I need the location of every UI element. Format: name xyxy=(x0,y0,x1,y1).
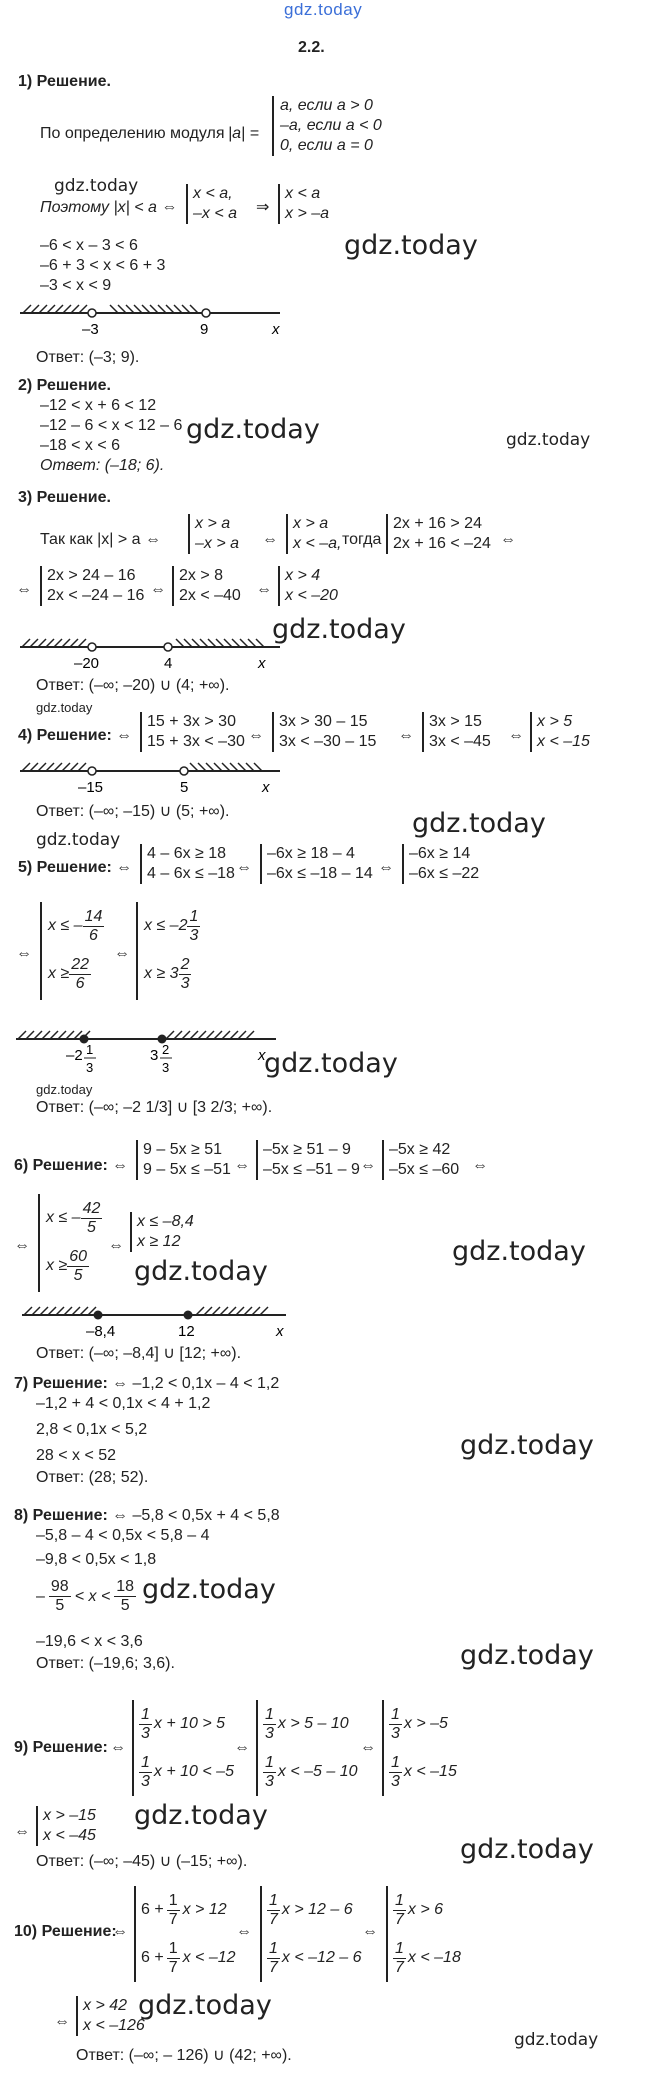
frac-num: 18 xyxy=(116,1578,135,1595)
frac-line xyxy=(144,950,200,998)
then-text: тогда xyxy=(342,531,382,548)
p6-answer: Ответ: (–∞; –8,4] ∪ [12; +∞). xyxy=(36,1345,242,1362)
frac-den: 5 xyxy=(120,1597,130,1614)
frac-den: 7 xyxy=(395,1958,404,1976)
p2-answer: Ответ: (–18; 6). xyxy=(40,457,165,474)
frac-den: 7 xyxy=(269,1910,278,1928)
system-line: x ≤ –8,4 xyxy=(137,1213,194,1230)
frac-lhs: x ≥ xyxy=(48,965,70,982)
p2-line: –12 < x + 6 < 12 xyxy=(40,397,157,414)
p8-frac-line xyxy=(36,1578,136,1615)
p7-line: –1,2 + 4 < 0,1x < 4 + 1,2 xyxy=(36,1395,211,1412)
tick-label: –15 xyxy=(78,779,104,796)
equiv-icon: ⇔ xyxy=(112,1923,128,1940)
tick-label: –8,4 xyxy=(86,1323,116,1340)
p3-sys2 xyxy=(286,514,341,554)
system-line: x < –12 xyxy=(182,1949,236,1966)
frac-num: 42 xyxy=(82,1199,101,1217)
p3-sys1 xyxy=(188,514,239,554)
frac-den: 7 xyxy=(168,1958,178,1976)
number-line-1 xyxy=(18,298,318,340)
p9-sys4 xyxy=(36,1806,96,1846)
watermark: gdz.today xyxy=(54,176,139,196)
p5-answer: Ответ: (–∞; –2 1/3] ∪ [3 2/3; +∞). xyxy=(36,1099,273,1116)
p4-answer: Ответ: (–∞; –15) ∪ (5; +∞). xyxy=(36,803,230,820)
axis-label: x xyxy=(258,655,266,672)
tick-label-den: 3 xyxy=(162,1060,170,1075)
p10-answer: Ответ: (–∞; – 126) ∪ (42; +∞). xyxy=(76,2047,292,2064)
frac-num: 1 xyxy=(265,1705,274,1723)
minus-sign: – xyxy=(36,1587,45,1605)
equiv-icon: ⇔ xyxy=(500,531,516,548)
system-line: x > –15 xyxy=(43,1807,96,1824)
watermark: gdz.today xyxy=(134,1800,268,1831)
fraction xyxy=(393,1940,406,1977)
tick-label-whole: –2 xyxy=(66,1047,83,1064)
system-line: –5x ≥ 51 – 9 xyxy=(263,1141,351,1158)
equiv-icon: ⇔ xyxy=(262,531,278,548)
watermark: gdz.today xyxy=(460,1430,594,1461)
system-line: –5x ≤ –60 xyxy=(389,1161,460,1178)
frac-num: 98 xyxy=(50,1578,69,1595)
p4-sys2 xyxy=(272,712,376,752)
system-line: x > 4 xyxy=(285,567,321,584)
frac-lhs: x ≤ – xyxy=(46,1209,81,1226)
frac-num: 1 xyxy=(395,1891,404,1909)
system-line: 3x < –45 xyxy=(429,733,491,750)
problem-8-title: 8) Решение: xyxy=(14,1507,108,1524)
p5-sys4 xyxy=(40,902,104,1000)
fraction xyxy=(114,1578,136,1615)
fraction xyxy=(267,1892,280,1929)
tick-label: 12 xyxy=(178,1323,195,1340)
watermark: gdz.today xyxy=(460,1640,594,1671)
system-line: –6x ≤ –18 – 14 xyxy=(267,865,373,882)
fraction xyxy=(167,1892,180,1929)
equiv-icon: ⇔ xyxy=(108,1237,124,1254)
frac-num: 1 xyxy=(141,1753,150,1771)
frac-num: 2 xyxy=(180,955,190,973)
frac-den: 7 xyxy=(395,1910,404,1928)
system-line: x > 12 – 6 xyxy=(281,1901,353,1918)
frac-line xyxy=(389,1748,457,1796)
fraction xyxy=(179,956,192,993)
frac-den: 7 xyxy=(269,1958,278,1976)
system-line: x > a xyxy=(293,515,329,532)
axis-label: x xyxy=(258,1047,266,1064)
p6-sys4 xyxy=(38,1194,102,1292)
p10-sys3 xyxy=(386,1886,461,1982)
system-line: 4 – 6x ≤ –18 xyxy=(147,865,235,882)
p6-sys3 xyxy=(382,1140,459,1180)
equiv-icon: ⇔ xyxy=(110,1739,126,1756)
watermark: gdz.today xyxy=(264,1048,398,1079)
system-line: x > a xyxy=(195,515,231,532)
system-line: –x < a xyxy=(193,205,238,222)
system-line: –6x ≤ –22 xyxy=(409,865,480,882)
p9-sys2 xyxy=(256,1700,358,1796)
problem-7-title: 7) Решение: xyxy=(14,1375,108,1392)
fraction xyxy=(389,1706,402,1743)
frac-den: 3 xyxy=(265,1772,274,1790)
p8-line: –5,8 – 4 < 0,5x < 5,8 – 4 xyxy=(36,1527,210,1544)
frac-den: 3 xyxy=(141,1772,150,1790)
frac-lhs: 6 + xyxy=(141,1949,164,1966)
watermark: gdz.today xyxy=(36,830,121,850)
system-line: 3x > 15 xyxy=(429,713,482,730)
tick-label-den: 3 xyxy=(86,1060,94,1075)
fraction xyxy=(139,1754,152,1791)
problem-2-title: 2) Решение. xyxy=(18,377,111,394)
equiv-icon: ⇔ xyxy=(14,1823,30,1840)
fraction xyxy=(69,956,91,993)
system-line: x < a, xyxy=(193,185,233,202)
frac-den: 3 xyxy=(180,974,190,992)
system-2 xyxy=(278,184,329,224)
system-line: x > 5 xyxy=(537,713,573,730)
axis-label: x xyxy=(276,1323,284,1340)
p1-line: –3 < x < 9 xyxy=(40,277,112,294)
system-line: 4 – 6x ≥ 18 xyxy=(147,845,227,862)
watermark: gdz.today xyxy=(186,414,320,445)
p4-sys1 xyxy=(140,712,245,752)
p3-sys3 xyxy=(386,514,491,554)
tick-label: 4 xyxy=(164,655,173,672)
watermark: gdz.today xyxy=(134,1256,268,1287)
tick-label: –3 xyxy=(82,321,99,338)
frac-num: 1 xyxy=(269,1891,278,1909)
p7-answer: Ответ: (28; 52). xyxy=(36,1469,149,1486)
p8-line4: –19,6 < x < 3,6 xyxy=(36,1633,143,1650)
equiv-icon: ⇔ xyxy=(54,2013,70,2030)
tick-label-num: 2 xyxy=(162,1042,170,1057)
frac-num: 1 xyxy=(141,1705,150,1723)
frac-line xyxy=(141,1934,236,1982)
fraction xyxy=(49,1578,71,1615)
watermark: gdz.today xyxy=(506,430,591,450)
frac-den: 3 xyxy=(391,1772,400,1790)
frac-den: 6 xyxy=(89,926,98,944)
frac-lhs: x ≥ xyxy=(46,1257,68,1274)
number-line-3 xyxy=(18,632,318,674)
equiv-icon: ⇔ xyxy=(236,859,252,876)
system-line: –5x ≤ –51 – 9 xyxy=(263,1161,360,1178)
frac-den: 7 xyxy=(168,1910,178,1928)
system-line: x > –5 xyxy=(403,1715,448,1732)
frac-lhs: x ≥ 3 xyxy=(144,965,179,982)
p2-line: –12 – 6 < x < 12 – 6 xyxy=(40,417,183,434)
p6-sys2 xyxy=(256,1140,360,1180)
p4-sys4 xyxy=(530,712,590,752)
case-2: –a, если a < 0 xyxy=(280,117,382,134)
system-line: x < –12 – 6 xyxy=(281,1949,362,1966)
tick-label: 9 xyxy=(200,321,209,338)
site-header-link[interactable]: gdz.today xyxy=(284,0,363,19)
frac-line xyxy=(393,1934,461,1982)
frac-den: 3 xyxy=(189,926,199,944)
watermark: gdz.today xyxy=(142,1574,276,1605)
fraction xyxy=(187,908,200,945)
p8-line: –9,8 < 0,5x < 1,8 xyxy=(36,1551,157,1568)
p10-sys2 xyxy=(260,1886,362,1982)
p8-first: ⇔ –5,8 < 0,5x + 4 < 5,8 xyxy=(112,1507,280,1524)
system-line: x > 5 – 10 xyxy=(277,1715,349,1732)
p4-sys3 xyxy=(422,712,491,752)
frac-mid: < x < xyxy=(74,1587,111,1605)
fraction xyxy=(389,1754,402,1791)
system-line: 9 – 5x ≤ –51 xyxy=(143,1161,231,1178)
section-number: 2.2. xyxy=(298,39,325,56)
frac-den: 3 xyxy=(391,1724,400,1742)
system-line: x > –a xyxy=(285,205,330,222)
system-line: 3x > 30 – 15 xyxy=(279,713,368,730)
system-line: 3x < –30 – 15 xyxy=(279,733,377,750)
p2-line: –18 < x < 6 xyxy=(40,437,121,454)
frac-num: 22 xyxy=(71,955,90,973)
frac-num: 1 xyxy=(391,1705,400,1723)
frac-line xyxy=(139,1700,234,1748)
equiv-icon: ⇔ xyxy=(114,945,130,962)
tick-label: 5 xyxy=(180,779,189,796)
number-line-6 xyxy=(20,1300,320,1342)
equiv-icon: ⇔ xyxy=(398,727,414,744)
frac-num: 60 xyxy=(69,1247,88,1265)
frac-line xyxy=(393,1886,461,1934)
watermark: gdz.today xyxy=(344,230,478,261)
frac-den: 3 xyxy=(141,1724,150,1742)
equiv-icon: ⇔ xyxy=(234,1739,250,1756)
system-line: x < –a, xyxy=(293,535,342,552)
case-3: 0, если a = 0 xyxy=(280,137,373,154)
frac-line xyxy=(141,1886,236,1934)
p10-sys1 xyxy=(134,1886,236,1982)
frac-num: 1 xyxy=(168,1939,178,1957)
p9-answer: Ответ: (–∞; –45) ∪ (–15; +∞). xyxy=(36,1853,248,1870)
frac-lhs: x ≤ – xyxy=(48,917,83,934)
frac-num: 1 xyxy=(168,1891,178,1909)
frac-line xyxy=(144,902,200,950)
system-line: –6x ≥ 18 – 4 xyxy=(267,845,355,862)
number-line-4 xyxy=(18,756,318,798)
fraction xyxy=(263,1754,276,1791)
system-line: 9 – 5x ≥ 51 xyxy=(143,1141,223,1158)
p3-answer: Ответ: (–∞; –20) ∪ (4; +∞). xyxy=(36,677,230,694)
fraction xyxy=(81,1200,103,1237)
definition-lhs: |a| = xyxy=(228,125,259,142)
frac-num: 14 xyxy=(84,907,103,925)
system-line: 2x > 24 – 16 xyxy=(47,567,136,584)
frac-lhs: x ≤ –2 xyxy=(144,917,188,934)
system-line: x < –45 xyxy=(43,1827,96,1844)
equiv-icon: ⇔ xyxy=(234,1157,250,1174)
frac-num: 1 xyxy=(189,907,199,925)
equiv-icon: ⇔ xyxy=(116,727,132,744)
equiv-icon: ⇔ xyxy=(16,945,32,962)
frac-den: 5 xyxy=(73,1266,83,1284)
tick-label-whole: 3 xyxy=(150,1047,159,1064)
watermark: gdz.today xyxy=(272,614,406,645)
problem-1-title: 1) Решение. xyxy=(18,73,111,90)
equiv-icon: ⇔ xyxy=(378,859,394,876)
p9-sys1 xyxy=(132,1700,234,1796)
frac-line xyxy=(263,1748,358,1796)
system-line: x < –18 xyxy=(407,1949,461,1966)
system-line: –6x ≥ 14 xyxy=(409,845,471,862)
system-line: 2x > 8 xyxy=(179,567,224,584)
p1-answer: Ответ: (–3; 9). xyxy=(36,349,140,366)
watermark: gdz.today xyxy=(412,808,546,839)
fraction xyxy=(393,1892,406,1929)
p7-line: 28 < x < 52 xyxy=(36,1447,117,1464)
frac-den: 5 xyxy=(87,1218,96,1236)
p1-line: –6 + 3 < x < 6 + 3 xyxy=(40,257,166,274)
problem-3-title: 3) Решение. xyxy=(18,489,111,506)
equiv-icon: ⇔ xyxy=(256,581,272,598)
p10-sys4 xyxy=(76,1996,145,2036)
frac-den: 3 xyxy=(265,1724,274,1742)
p8-answer: Ответ: (–19,6; 3,6). xyxy=(36,1655,175,1672)
fraction xyxy=(267,1940,280,1977)
frac-den: 6 xyxy=(75,974,85,992)
fraction xyxy=(263,1706,276,1743)
system-line: 2x < –24 – 16 xyxy=(47,587,145,604)
frac-lhs: 6 + xyxy=(141,1901,164,1918)
system-line: –x > a xyxy=(195,535,240,552)
frac-line xyxy=(48,950,104,998)
frac-line xyxy=(139,1748,234,1796)
frac-line xyxy=(48,902,104,950)
definition-text: По определению модуля xyxy=(40,125,225,142)
equiv-icon: ⇔ xyxy=(472,1157,488,1174)
frac-line xyxy=(46,1194,102,1242)
p3-sys6 xyxy=(278,566,338,606)
frac-num: 1 xyxy=(395,1939,404,1957)
fraction xyxy=(167,1940,180,1977)
p9-sys3 xyxy=(382,1700,457,1796)
equiv-icon: ⇔ xyxy=(362,1923,378,1940)
equiv-icon: ⇔ xyxy=(14,1237,30,1254)
system-line: 2x + 16 > 24 xyxy=(393,515,482,532)
case-1: a, если a > 0 xyxy=(280,97,373,114)
watermark: gdz.today xyxy=(36,700,93,715)
equiv-icon: ⇔ xyxy=(112,1157,128,1174)
problem-9-title: 9) Решение: xyxy=(14,1739,108,1756)
p7-line: 2,8 < 0,1x < 5,2 xyxy=(36,1421,148,1438)
equiv-icon: ⇔ xyxy=(360,1157,376,1174)
frac-num: 1 xyxy=(269,1939,278,1957)
system-line: x + 10 > 5 xyxy=(153,1715,226,1732)
equiv-icon: ⇔ xyxy=(236,1923,252,1940)
p5-sys1 xyxy=(140,844,235,884)
p1-line: –6 < x – 3 < 6 xyxy=(40,237,138,254)
frac-den: 5 xyxy=(55,1597,65,1614)
p3-lead: Так как |x| > a ⇔ xyxy=(40,531,161,548)
tick-label-num: 1 xyxy=(86,1042,94,1057)
equiv-icon: ⇔ xyxy=(248,727,264,744)
system-line: x ≥ 12 xyxy=(137,1233,181,1250)
equiv-icon: ⇔ xyxy=(16,581,32,598)
problem-5-title: 5) Решение: xyxy=(18,859,112,876)
p3-sys4 xyxy=(40,566,144,606)
implies-icon: ⇒ xyxy=(256,199,270,216)
system-line: x < –20 xyxy=(285,587,338,604)
system-line: 2x < –40 xyxy=(179,587,241,604)
frac-num: 1 xyxy=(265,1753,274,1771)
system-line: x < –15 xyxy=(403,1763,457,1780)
system-line: x + 10 < –5 xyxy=(153,1763,234,1780)
tick-label: –20 xyxy=(74,655,100,672)
frac-line xyxy=(267,1934,362,1982)
definition-cases xyxy=(272,96,382,156)
p5-sys5 xyxy=(136,902,200,1000)
system-line: x > 12 xyxy=(182,1901,227,1918)
equiv-icon: ⇔ xyxy=(116,859,132,876)
p6-sys5 xyxy=(130,1212,194,1252)
system-line: x > 6 xyxy=(407,1901,444,1918)
frac-line xyxy=(263,1700,358,1748)
frac-num: 1 xyxy=(391,1753,400,1771)
frac-line xyxy=(267,1886,362,1934)
system-line: x < a xyxy=(285,185,321,202)
p3-sys5 xyxy=(172,566,241,606)
system-line: x > 42 xyxy=(83,1997,128,2014)
axis-label: x xyxy=(272,321,280,338)
equiv-icon: ⇔ xyxy=(150,581,166,598)
equiv-icon: ⇔ xyxy=(360,1739,376,1756)
watermark: gdz.today xyxy=(514,2030,599,2050)
frac-line xyxy=(389,1700,457,1748)
system-line: x < –15 xyxy=(537,733,590,750)
fraction xyxy=(139,1706,152,1743)
system-line: –5x ≥ 42 xyxy=(389,1141,451,1158)
watermark: gdz.today xyxy=(452,1236,586,1267)
p7-first: ⇔ –1,2 < 0,1x – 4 < 1,2 xyxy=(112,1375,280,1392)
frac-line xyxy=(46,1242,102,1290)
problem-6-title: 6) Решение: xyxy=(14,1157,108,1174)
p5-sys3 xyxy=(402,844,479,884)
system-line: 15 + 3x > 30 xyxy=(147,713,236,730)
system-line: x < –126 xyxy=(83,2017,145,2034)
system-line: x < –5 – 10 xyxy=(277,1763,358,1780)
system-line: 15 + 3x < –30 xyxy=(147,733,245,750)
watermark: gdz.today xyxy=(138,1990,272,2021)
watermark: gdz.today xyxy=(460,1834,594,1865)
axis-label: x xyxy=(262,779,270,796)
system-line: 2x + 16 < –24 xyxy=(393,535,491,552)
problem-4-title: 4) Решение: xyxy=(18,727,112,744)
fraction xyxy=(83,908,105,945)
fraction xyxy=(67,1248,89,1285)
problem-10-title: 10) Решение: xyxy=(14,1923,117,1940)
system-1 xyxy=(186,184,237,224)
watermark: gdz.today xyxy=(36,1082,93,1097)
equiv-icon: ⇔ xyxy=(508,727,524,744)
p5-sys2 xyxy=(260,844,373,884)
so-text: Поэтому |x| < a ⇔ xyxy=(40,199,178,216)
p6-sys1 xyxy=(136,1140,231,1180)
